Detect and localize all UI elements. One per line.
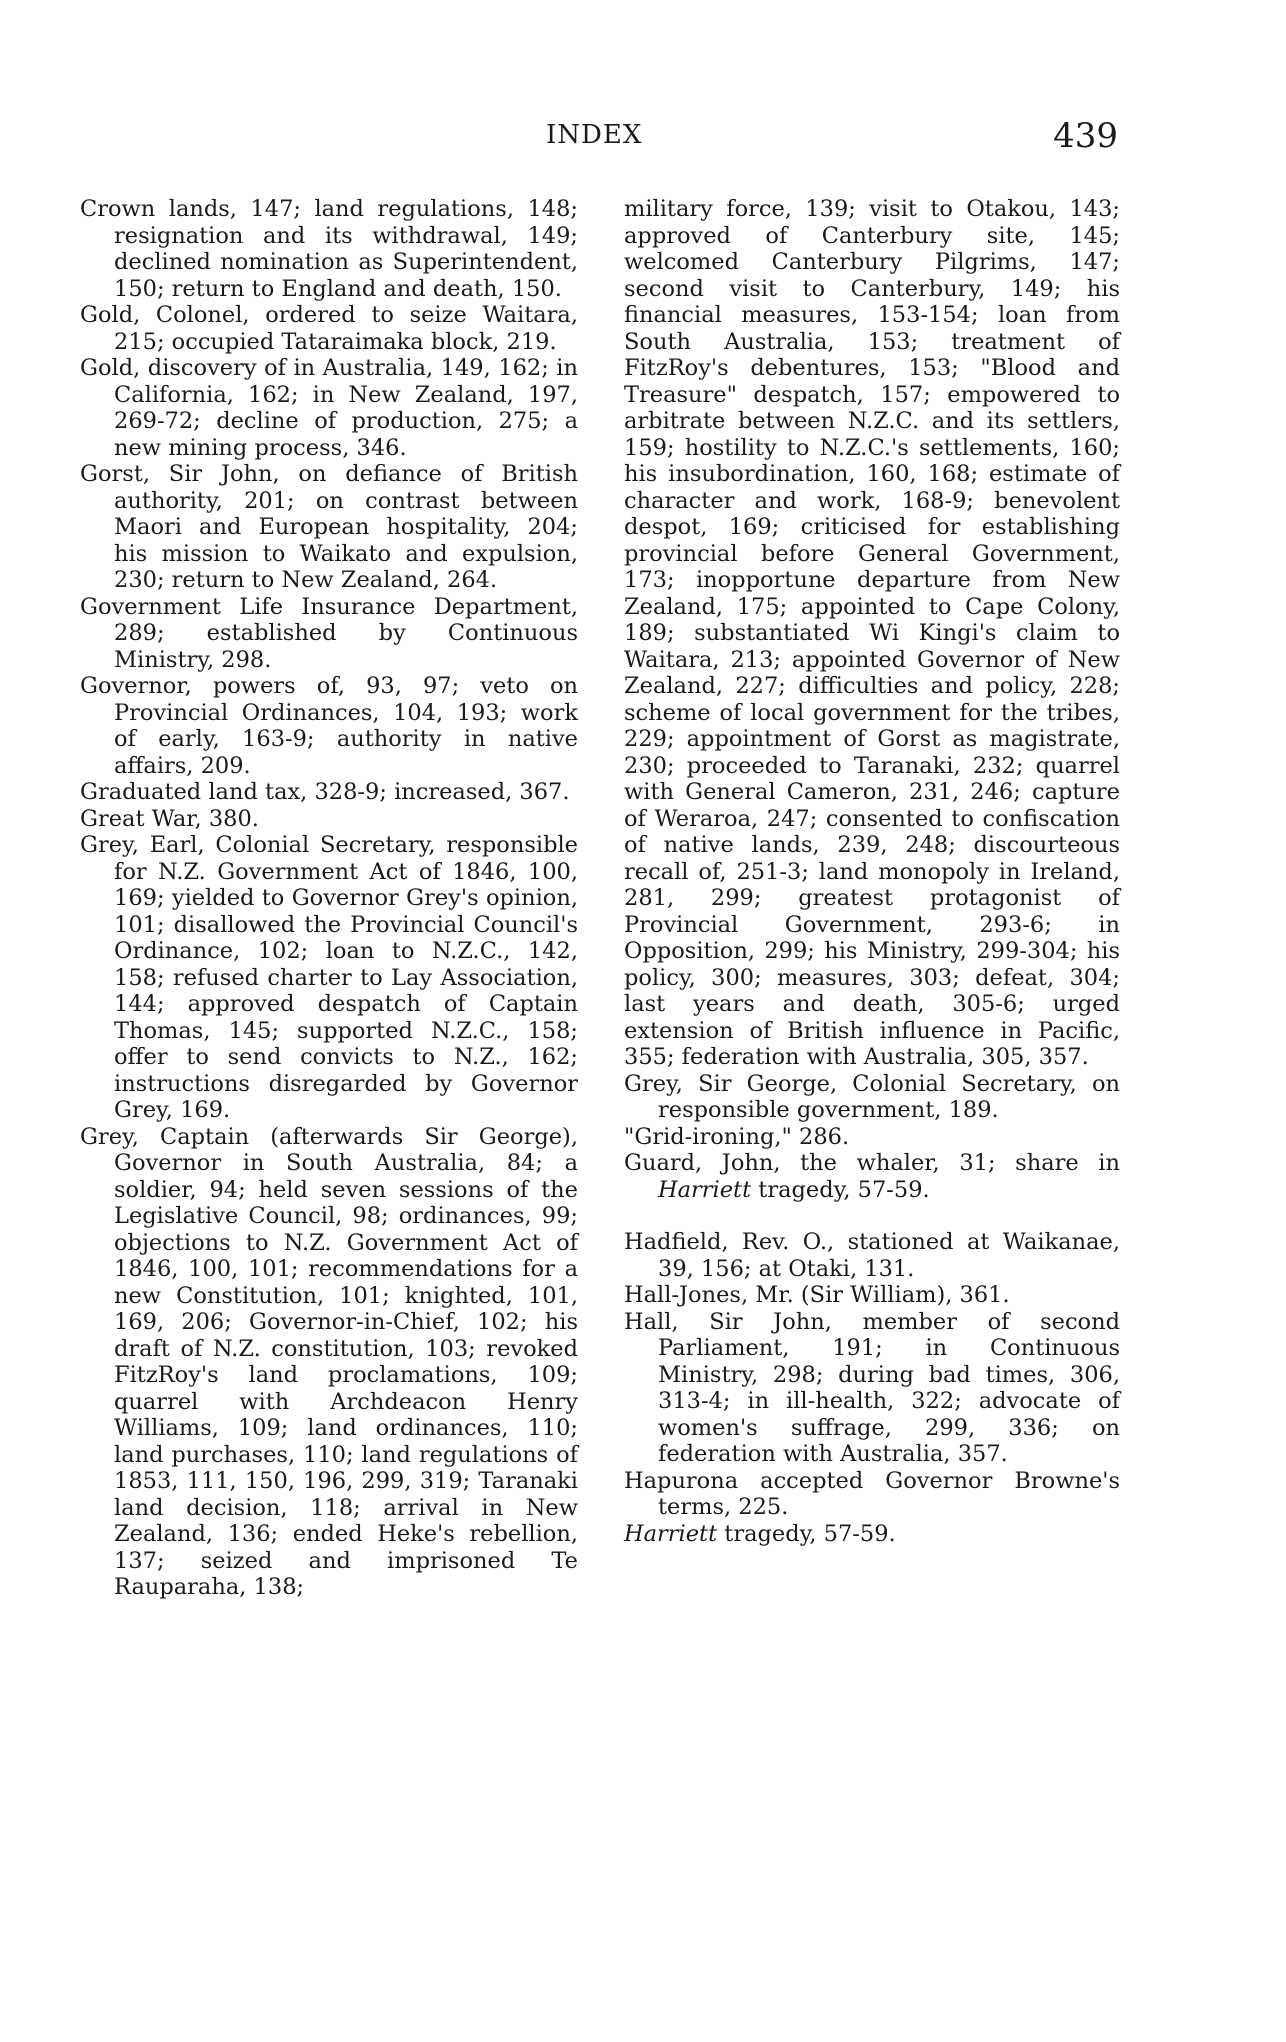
index-entry: Gold, discovery of in Australia, 149, 162; in California, 162; in New Zealand, 197, 269-72; decline of production, 275; a new mining process, 346.: [80, 355, 578, 461]
index-entry: Graduated land tax, 328-9; increased, 367.: [80, 779, 570, 805]
index-entry: Government Life Insurance Department, 289; established by Continuous Ministry, 298.: [80, 593, 578, 673]
page-number: 439: [1053, 116, 1118, 156]
entry-text: Guard, John, the whaler, 31; share in: [624, 1150, 1120, 1176]
index-entry: Hall-Jones, Mr. (Sir William), 361.: [624, 1282, 1010, 1308]
index-entry: Hadfield, Rev. O., stationed at Waikanae, 39, 156; at Otaki, 131.: [624, 1229, 1120, 1282]
index-entry: Great War, 380.: [80, 805, 259, 832]
index-entry: Gorst, Sir John, on defiance of British authority, 201; on contrast between Maori and European hospitality, 204; his mission to Waikato and expulsion, 230; return to New Zealand, 264.: [80, 461, 578, 593]
entry-text: tragedy, 57-59.: [717, 1520, 896, 1547]
page-header: [0, 112, 1286, 156]
index-entry: Hapurona accepted Governor Browne's terms, 225.: [624, 1467, 1120, 1520]
italic-title: Harriett: [624, 1520, 718, 1547]
entry-text: tragedy, 57-59.: [751, 1176, 930, 1203]
left-column: [80, 196, 578, 1601]
right-column: [624, 196, 1120, 1547]
index-entry: Crown lands, 147; land regulations, 148; resignation and its withdrawal, 149; declined nomination as Superintendent, 150; return to England and death, 150.: [80, 196, 578, 302]
index-entry: Governor, powers of, 93, 97; veto on Provincial Ordinances, 104, 193; work of early, 163-9; authority in native affairs, 209.: [80, 673, 578, 779]
index-entry: Hall, Sir John, member of second Parliament, 191; in Continuous Ministry, 298; during bad times, 306, 313-4; in ill-health, 322; advocate of women's suffrage, 299, 336; on federation with Australia, 357.: [624, 1308, 1120, 1467]
italic-title: Harriett: [658, 1176, 752, 1203]
page-title: INDEX: [546, 120, 643, 150]
index-entry: [624, 1521, 1120, 1548]
index-entry: Grey, Sir George, Colonial Secretary, on responsible government, 189.: [624, 1070, 1120, 1123]
index-entry: [624, 1150, 1120, 1203]
index-entry-continuation: military force, 139; visit to Otakou, 143; approved of Canterbury site, 145; welcomed Canterbury Pilgrims, 147; second visit to Canterbury, 149; his financial measures, 153-154; loan from South Australia, 153; treatment of FitzRoy's debentures, 153; "Blood and Treasure" despatch, 157; empowered to arbitrate between N.Z.C. and its settlers, 159; hostility to N.Z.C.'s settlements, 160; his insubordination, 160, 168; estimate of character and work, 168-9; benevolent despot, 169; criticised for establishing provincial before General Government, 173; inopportune departure from New Zealand, 175; appointed to Cape Colony, 189; substantiated Wi Kingi's claim to Waitara, 213; appointed Governor of New Zealand, 227; difficulties and policy, 228; scheme of local government for the tribes, 229; appointment of Gorst as magistrate, 230; proceeded to Taranaki, 232; quarrel with General Cameron, 231, 246; capture of Weraroa, 247; consented to confiscation of native lands, 239, 248; discourteous recall of, 251-3; land monopoly in Ireland, 281, 299; greatest protagonist of Provincial Government, 293-6; in Opposition, 299; his Ministry, 299-304; his policy, 300; measures, 303; defeat, 304; last years and death, 305-6; urged extension of British influence in Pacific, 355; federation with Australia, 305, 357.: [624, 196, 1120, 1070]
index-entry: Grey, Earl, Colonial Secretary, responsible for N.Z. Government Act of 1846, 100, 169; yielded to Governor Grey's opinion, 101; disallowed the Provincial Council's Ordinance, 102; loan to N.Z.C., 142, 158; refused charter to Lay Association, 144; approved despatch of Captain Thomas, 145; supported N.Z.C., 158; offer to send convicts to N.Z., 162; instructions disregarded by Governor Grey, 169.: [80, 832, 578, 1123]
index-entry: "Grid-ironing," 286.: [624, 1123, 850, 1150]
index-entry: Gold, Colonel, ordered to seize Waitara, 215; occupied Tataraimaka block, 219.: [80, 302, 578, 355]
index-entry: Grey, Captain (afterwards Sir George), Governor in South Australia, 84; a soldier, 94; held seven sessions of the Legislative Council, 98; ordinances, 99; objections to N.Z. Government Act of 1846, 100, 101; recommendations for a new Constitution, 101; knighted, 101, 169, 206; Governor-in-Chief, 102; his draft of N.Z. constitution, 103; revoked FitzRoy's land proclamations, 109; quarrel with Archdeacon Henry Williams, 109; land ordinances, 110; land purchases, 110; land regulations of 1853, 111, 150, 196, 299, 319; Taranaki land decision, 118; arrival in New Zealand, 136; ended Heke's rebellion, 137; seized and imprisoned Te Rauparaha, 138;: [80, 1123, 578, 1600]
